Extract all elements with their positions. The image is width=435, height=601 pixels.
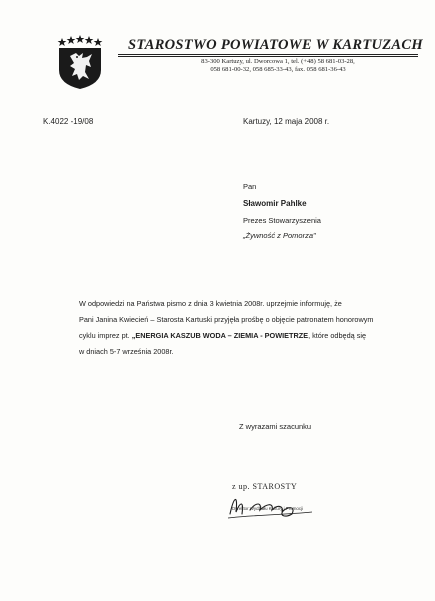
address-line-1: 83-300 Kartuzy, ul. Dworcowa 1, tel. (+48) 58 681-03-28, (201, 58, 355, 65)
griffin-crest-icon (56, 34, 104, 90)
closing-phrase: Z wyrazami szacunku (239, 422, 312, 431)
event-title: „ENERGIA KASZUB WODA – ZIEMIA - POWIETRZE (131, 331, 309, 340)
body-line-3-prefix: cyklu imprez pt. (79, 331, 132, 340)
date-line: Kartuzy, 12 maja 2008 r. (243, 117, 330, 126)
signature-subtext: Dyrektor Wydziału Kultury i Promocji (232, 506, 303, 511)
address-line-2: 058 681-00-32, 058 685-33-43, fax. 058 681-36-43 (210, 66, 346, 73)
body-line-3 (79, 328, 397, 344)
organization-title: STAROSTWO POWIATOWE W KARTUZACH (128, 37, 423, 53)
header-rule (118, 54, 418, 55)
reference-number: K.4022 -19/08 (43, 117, 94, 126)
body-line-1: W odpowiedzi na Państwa pismo z dnia 3 kwietnia 2008r. uprzejmie informuję, że (79, 299, 342, 308)
header-rule-secondary (118, 56, 418, 57)
body-line-4: w dniach 5-7 września 2008r. (79, 347, 174, 356)
body-line-3-suffix: , które odbędą się (308, 331, 367, 340)
recipient-salutation: Pan (243, 182, 257, 191)
body-line-2: Pani Janina Kwiecień – Starosta Kartuski przyjęła prośbę o objęcie patronatem honorowym (79, 315, 374, 324)
recipient-role: Prezes Stowarzyszenia (243, 216, 321, 225)
recipient-name: Sławomir Pahlke (243, 199, 307, 208)
recipient-organization: „Żywność z Pomorza" (243, 231, 316, 240)
signature-stamp: z up. STAROSTY (232, 482, 298, 491)
